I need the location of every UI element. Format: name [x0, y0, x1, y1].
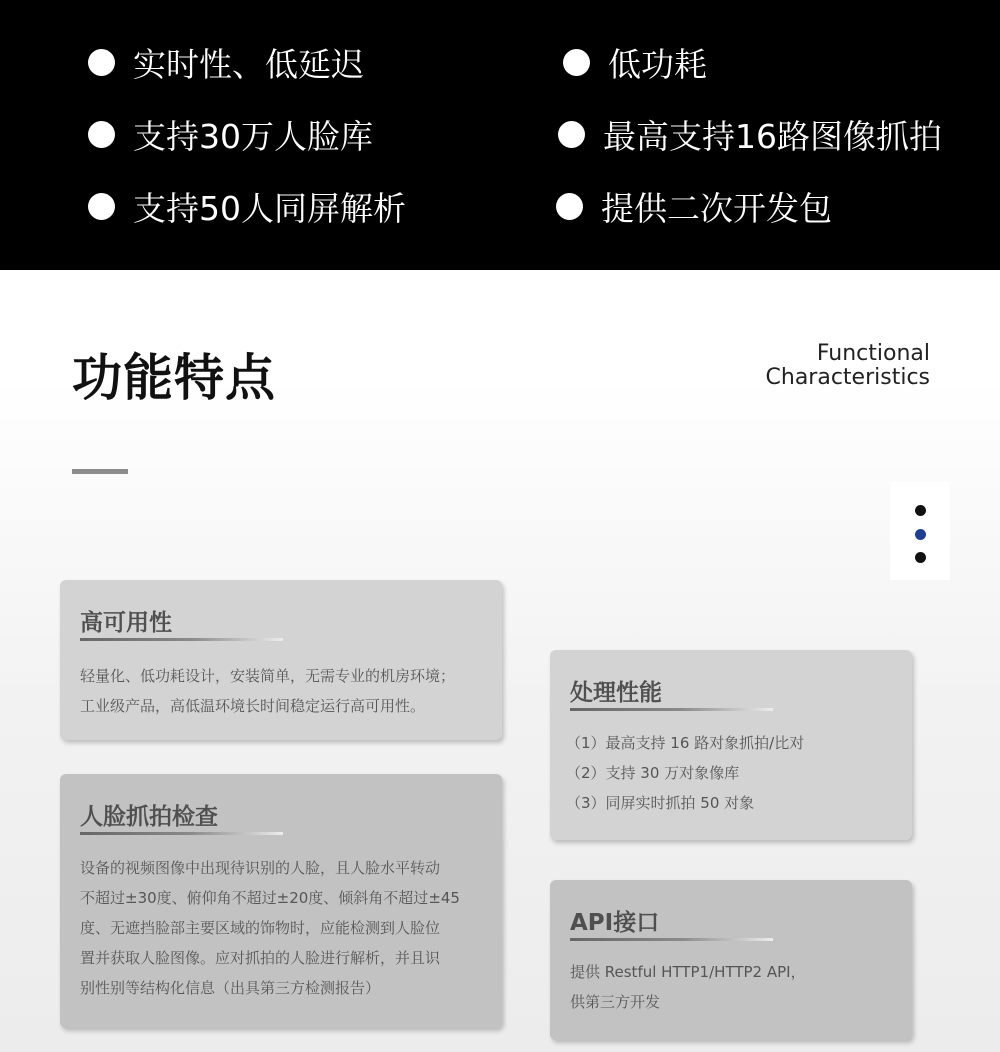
card-text-line: （1）最高支持 16 路对象抓拍/比对 — [566, 734, 805, 752]
bullet-icon — [88, 193, 115, 220]
card-title-underline — [570, 708, 773, 711]
card-text-line: 不超过±30度、俯仰角不超过±20度、倾斜角不超过±45 — [80, 889, 460, 907]
card-title-underline — [80, 832, 283, 835]
card-text-line: 度、无遮挡脸部主要区域的饰物时，应能检测到人脸位 — [80, 919, 441, 937]
card-body — [570, 957, 806, 1017]
card-text-line: 设备的视频图像中出现待识别的人脸，且人脸水平转动 — [80, 859, 441, 877]
card-body — [566, 728, 804, 818]
bullet-icon — [556, 193, 583, 220]
card-body — [80, 661, 455, 721]
card-api — [550, 880, 912, 1040]
card-text-line: 轻量化、低功耗设计，安装简单，无需专业的机房环境； — [80, 667, 456, 685]
card-title: 处理性能 — [570, 680, 662, 706]
pager-dot[interactable] — [915, 505, 926, 516]
card-title-underline — [80, 638, 283, 641]
feature-item — [558, 114, 942, 154]
pager-dot-active[interactable] — [915, 529, 926, 540]
feature-label: 最高支持16路图像抓拍 — [603, 116, 942, 156]
page-indicator — [890, 482, 950, 580]
subtitle-line: Characteristics — [765, 365, 930, 390]
bullet-icon — [558, 121, 585, 148]
card-title: 高可用性 — [80, 610, 172, 636]
card-title: 人脸抓拍检查 — [80, 804, 218, 830]
card-text-line: 供第三方开发 — [570, 993, 661, 1011]
feature-item — [88, 114, 373, 154]
card-body — [80, 853, 460, 1003]
card-text-line: （3）同屏实时抓拍 50 对象 — [566, 794, 755, 812]
section-title: 功能特点 — [72, 349, 276, 407]
feature-label: 支持30万人脸库 — [133, 116, 373, 156]
bullet-icon — [88, 49, 115, 76]
feature-item — [88, 42, 364, 82]
card-text-line: 提供 Restful HTTP1/HTTP2 API， — [570, 963, 806, 981]
feature-item — [563, 42, 707, 82]
card-high-availability — [60, 580, 502, 740]
card-text-line: 别性别等结构化信息（出具第三方检测报告） — [80, 979, 381, 997]
card-text-line: 工业级产品，高低温环境长时间稳定运行高可用性。 — [80, 697, 426, 715]
feature-banner — [0, 0, 1000, 270]
card-title: API接口 — [570, 910, 660, 936]
card-face-capture — [60, 774, 502, 1028]
subtitle-line: Functional — [816, 341, 930, 366]
title-underline — [72, 469, 128, 474]
pager-dot[interactable] — [915, 552, 926, 563]
feature-label: 提供二次开发包 — [601, 188, 832, 228]
card-text-line: 置并获取人脸图像。应对抓拍的人脸进行解析，并且识 — [80, 949, 441, 967]
bullet-icon — [563, 49, 590, 76]
feature-item — [556, 186, 832, 226]
feature-label: 实时性、低延迟 — [133, 44, 364, 84]
feature-label: 支持50人同屏解析 — [133, 188, 406, 228]
card-text-line: （2）支持 30 万对象像库 — [566, 764, 740, 782]
card-processing-performance — [550, 650, 912, 840]
bullet-icon — [88, 121, 115, 148]
section-subtitle — [766, 342, 930, 390]
feature-label: 低功耗 — [608, 44, 707, 84]
card-title-underline — [570, 938, 773, 941]
feature-item — [88, 186, 406, 226]
